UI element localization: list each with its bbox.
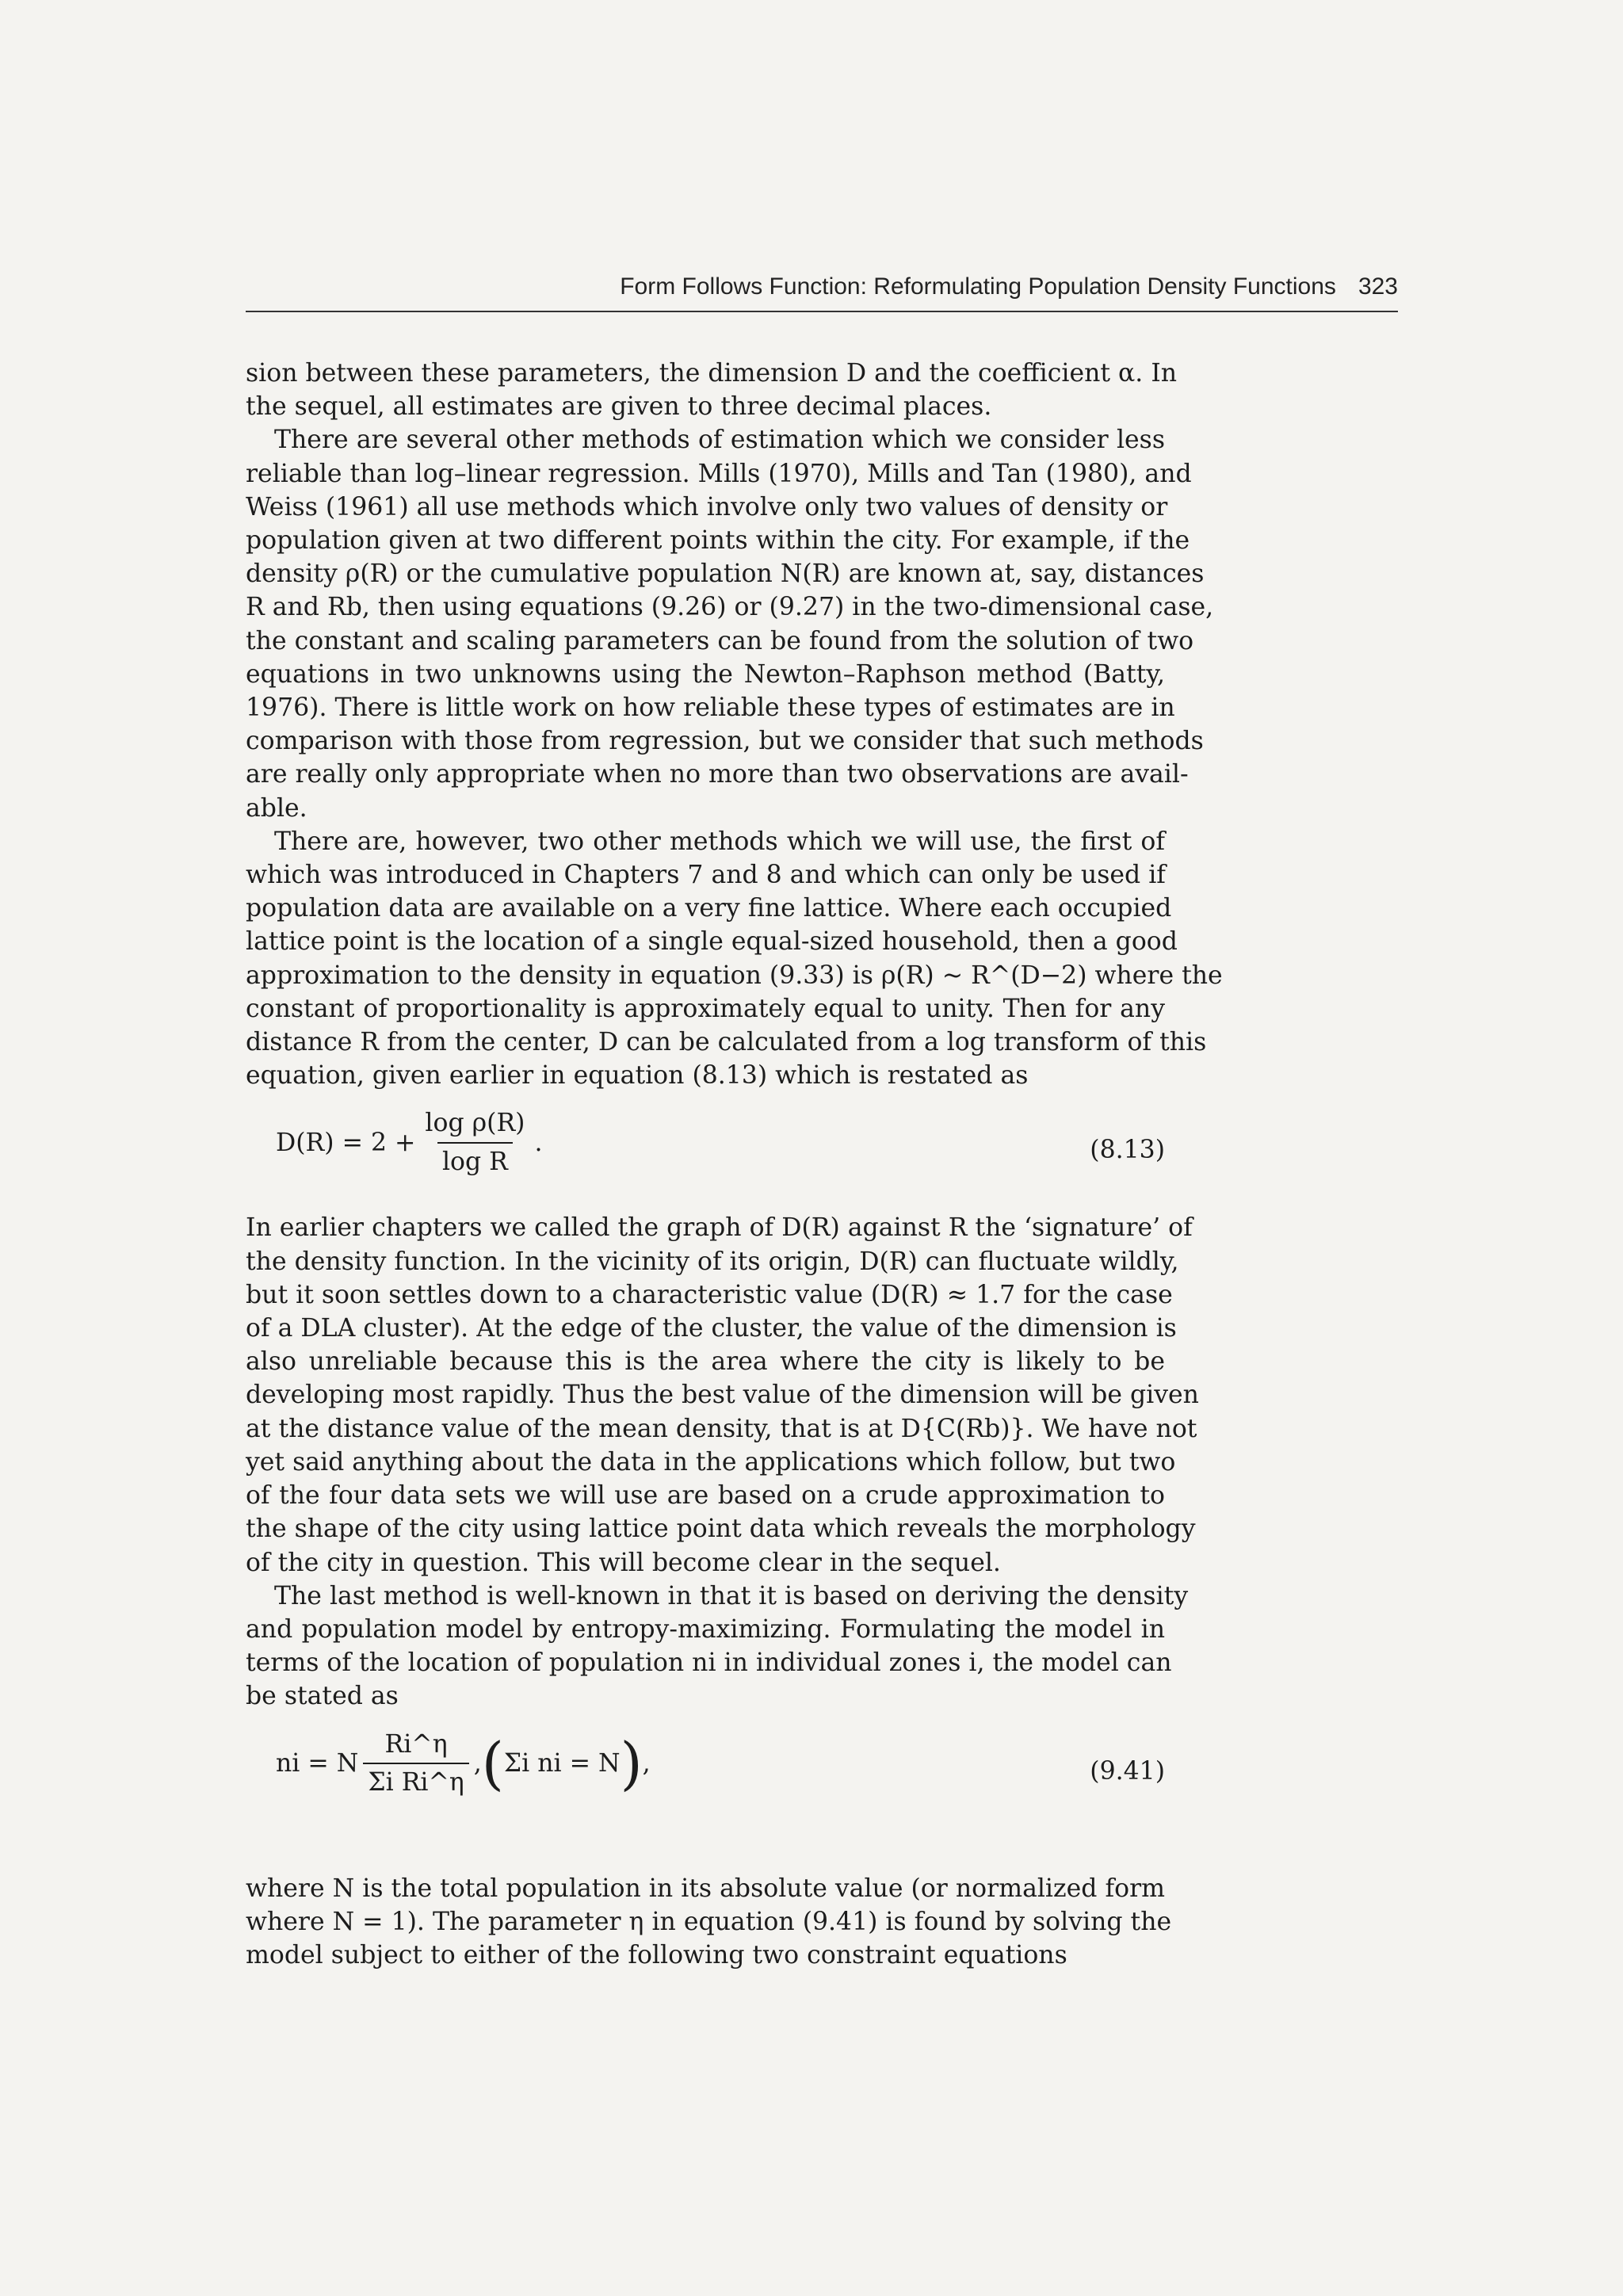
running-header xyxy=(246,273,1398,300)
page-number: 323 xyxy=(1358,273,1398,300)
text-line: lattice point is the location of a single equal-sized household, then a good xyxy=(246,927,1178,957)
text-line: where N is the total population in its absolute value (or normalized form xyxy=(246,1874,1165,1903)
text-line: which was introduced in Chapters 7 and 8 and which can only be used if xyxy=(246,861,1166,890)
text-line: able. xyxy=(246,793,307,823)
text-line: The last method is well-known in that it is based on deriving the density xyxy=(274,1581,1189,1610)
equation-8-13 xyxy=(246,1092,1165,1211)
text-line: Weiss (1961) all use methods which involve only two values of density or xyxy=(246,492,1168,521)
equation-lhs: ni = N xyxy=(276,1748,359,1778)
text-line: be stated as xyxy=(246,1682,399,1711)
text-line: the constant and scaling parameters can be found from the solution of two xyxy=(246,626,1194,655)
paragraph-1 xyxy=(246,357,1178,423)
text-line: at the distance value of the mean density, that is at D{C(Rb)}. We have not xyxy=(246,1414,1197,1443)
text-line: of the four data sets we will use are based on a crude approximation to xyxy=(246,1481,1165,1511)
text-line: developing most rapidly. Thus the best value of the dimension will be given xyxy=(246,1381,1199,1410)
header-rule xyxy=(246,311,1398,312)
paragraph-4 xyxy=(246,1211,1199,1579)
fraction-numerator: Ri^η xyxy=(384,1729,448,1759)
paragraph-3 xyxy=(246,825,1223,1093)
text-line: equation, given earlier in equation (8.13) which is restated as xyxy=(246,1061,1029,1091)
text-line: also unreliable because this is the area where the city is likely to be xyxy=(246,1347,1165,1377)
equation-number: (8.13) xyxy=(1090,1136,1165,1165)
text-line: of the city in question. This will become clear in the sequel. xyxy=(246,1548,1001,1577)
fraction-denominator: log R xyxy=(437,1142,513,1179)
text-line: population given at two different points within the city. For example, if the xyxy=(246,526,1190,556)
equation-comma: , xyxy=(473,1748,482,1778)
equation-tail: , xyxy=(642,1748,651,1778)
paragraph-2 xyxy=(246,423,1214,824)
text-line: the density function. In the vicinity of its origin, D(R) can fluctuate wildly, xyxy=(246,1247,1179,1276)
text-line: In earlier chapters we called the graph of D(R) against R the ‘signature’ of xyxy=(246,1213,1193,1243)
equation-body xyxy=(276,1728,651,1799)
text-line: the shape of the city using lattice point data which reveals the morphology xyxy=(246,1515,1196,1544)
text-line: and population model by entropy-maximizing. Formulating the model in xyxy=(246,1614,1165,1644)
text-line: but it soon settles down to a characteristic value (D(R) ≈ 1.7 for the case xyxy=(246,1280,1173,1309)
equation-9-41 xyxy=(246,1713,1165,1872)
fraction-denominator: Σi Ri^η xyxy=(363,1763,468,1799)
text-line: terms of the location of population ni in individual zones i, the model can xyxy=(246,1648,1172,1678)
text-line: reliable than log–linear regression. Mills (1970), Mills and Tan (1980), and xyxy=(246,459,1192,488)
right-paren-icon: ) xyxy=(620,1729,643,1797)
text-line: where N = 1). The parameter η in equation (9.41) is found by solving the xyxy=(246,1907,1172,1936)
text-line: equations in two unknowns using the Newton–Raphson method (Batty, xyxy=(246,659,1165,689)
text-line: R and Rb, then using equations (9.26) or (9.27) in the two-dimensional case, xyxy=(246,593,1214,622)
text-line: There are, however, two other methods which we will use, the first of xyxy=(274,827,1165,856)
text-line: comparison with those from regression, but we consider that such methods xyxy=(246,727,1204,756)
text-line: 1976). There is little work on how reliable these types of estimates are in xyxy=(246,693,1175,723)
text-line: approximation to the density in equation (9.33) is ρ(R) ~ R^(D−2) where the xyxy=(246,961,1223,990)
text-line: of a DLA cluster). At the edge of the cluster, the value of the dimension is xyxy=(246,1314,1177,1343)
paragraph-5 xyxy=(246,1580,1189,1713)
text-line: model subject to either of the following two constraint equations xyxy=(246,1940,1067,1969)
paragraph-6 xyxy=(246,1872,1172,1973)
equation-body xyxy=(276,1106,542,1178)
fraction-numerator: log ρ(R) xyxy=(425,1109,525,1138)
left-paren-icon: ( xyxy=(481,1729,504,1797)
equation-lhs: D(R) = 2 + xyxy=(276,1128,416,1157)
text-line: constant of proportionality is approximately equal to unity. Then for any xyxy=(246,994,1165,1023)
running-title: Form Follows Function: Reformulating Population Density Functions xyxy=(620,273,1336,300)
text-line: population data are available on a very fine lattice. Where each occupied xyxy=(246,894,1172,923)
text-line: are really only appropriate when no more than two observations are avail- xyxy=(246,760,1189,789)
text-line: distance R from the center, D can be calculated from a log transform of this xyxy=(246,1028,1207,1057)
constraint-expression: Σi ni = N xyxy=(503,1748,621,1778)
text-line: There are several other methods of estimation which we consider less xyxy=(274,426,1165,455)
text-line: yet said anything about the data in the applications which follow, but two xyxy=(246,1447,1176,1477)
page-body xyxy=(246,357,1223,1972)
equation-fraction xyxy=(363,1728,468,1799)
text-line: the sequel, all estimates are given to three decimal places. xyxy=(246,392,992,422)
equation-number: (9.41) xyxy=(1090,1756,1165,1786)
equation-fraction xyxy=(420,1106,529,1178)
text-line: sion between these parameters, the dimension D and the coefficient α. In xyxy=(246,359,1178,388)
text-line: density ρ(R) or the cumulative population N(R) are known at, say, distances xyxy=(246,560,1205,589)
equation-tail: . xyxy=(534,1128,543,1157)
